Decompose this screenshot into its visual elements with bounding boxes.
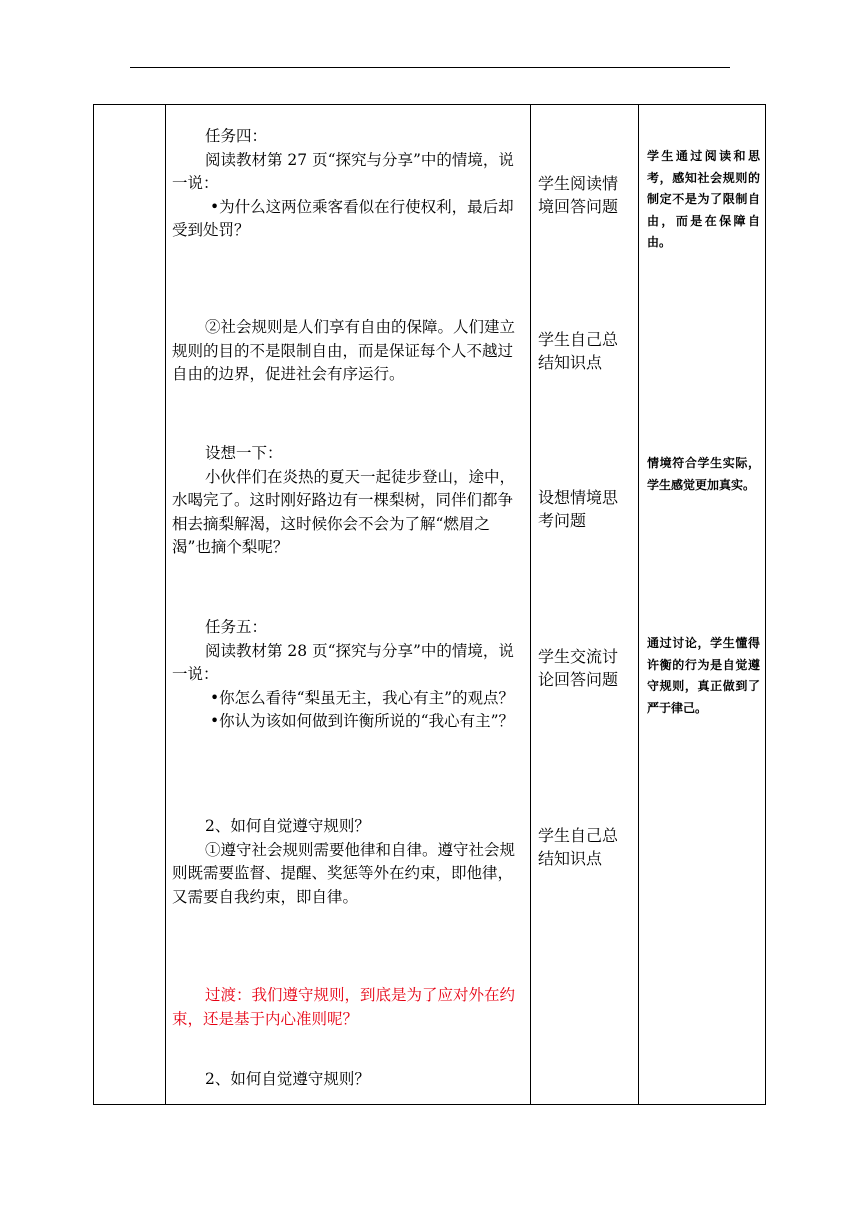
task-five-heading: 任务五： <box>205 618 268 636</box>
follow-rules-heading: 2、如何自觉遵守规则？ <box>205 817 370 835</box>
task-four-activity: 学生阅读情境回答问题 <box>538 174 619 216</box>
follow-rules-text: ①遵守社会规则需要他律和自律。遵守社会规则既需要监督、提醒、奖惩等外在约束，即他律，又需要自我约束，即自律。 <box>172 840 516 906</box>
transition-content <box>172 984 524 1031</box>
task-four-content <box>172 125 524 243</box>
task-four-question: •为什么这两位乘客看似在行使权利，最后却受到处罚？ <box>172 197 514 239</box>
scenario-text: 小伙伴们在炎热的夏天一起徒步登山，途中，水喝完了。这时刚好路边有一棵梨树，同伴们都争相去摘梨解渴，这时候你会不会为了解“燃眉之渴”也摘个梨呢？ <box>172 467 516 556</box>
scenario-activity: 设想情境思考问题 <box>538 488 619 530</box>
lesson-table <box>93 104 766 1105</box>
task-five-question-two: •你认为该如何做到许衡所说的“我心有主”？ <box>210 712 514 730</box>
follow-rules-heading-repeat-block <box>172 1068 524 1092</box>
scenario-content <box>172 442 524 560</box>
task-five-instruction: 阅读教材第 28 页“探究与分享”中的情境，说一说： <box>172 641 514 683</box>
task-five-content <box>172 616 524 734</box>
task-five-activity: 学生交流讨论回答问题 <box>538 647 619 689</box>
column-divider <box>638 104 639 1105</box>
task-four-instruction: 阅读教材第 27 页“探究与分享”中的情境，说一说： <box>172 150 514 192</box>
knowledge-point-text: ②社会规则是人们享有自由的保障。人们建立规则的目的不是限制自由，而是保证每个人不越过自由的边界，促进社会有序运行。 <box>172 318 516 383</box>
follow-rules-activity: 学生自己总结知识点 <box>538 826 619 868</box>
transition-text: 过渡：我们遵守规则，到底是为了应对外在约束，还是基于内心准则呢？ <box>172 986 516 1028</box>
header-rule <box>130 67 730 68</box>
task-five-intent: 通过讨论，学生懂得许衡的行为是自觉遵守规则，真正做到了严于律己。 <box>647 636 760 715</box>
knowledge-point-activity: 学生自己总结知识点 <box>538 330 619 372</box>
knowledge-point-freedom <box>172 316 524 387</box>
task-four-heading: 任务四： <box>205 127 268 145</box>
task-five-question-one: •你怎么看待“梨虽无主，我心有主”的观点？ <box>210 688 514 707</box>
task-four-intent: 学生通过阅读和思考，感知社会规则的制定不是为了限制自由，而是在保障自由。 <box>647 149 760 249</box>
column-divider <box>165 104 166 1105</box>
scenario-heading: 设想一下： <box>205 444 283 462</box>
scenario-intent: 情境符合学生实际，学生感觉更加真实。 <box>647 456 760 492</box>
follow-rules-heading-repeat: 2、如何自觉遵守规则？ <box>205 1070 370 1088</box>
column-divider <box>530 104 531 1105</box>
follow-rules-content <box>172 815 524 909</box>
